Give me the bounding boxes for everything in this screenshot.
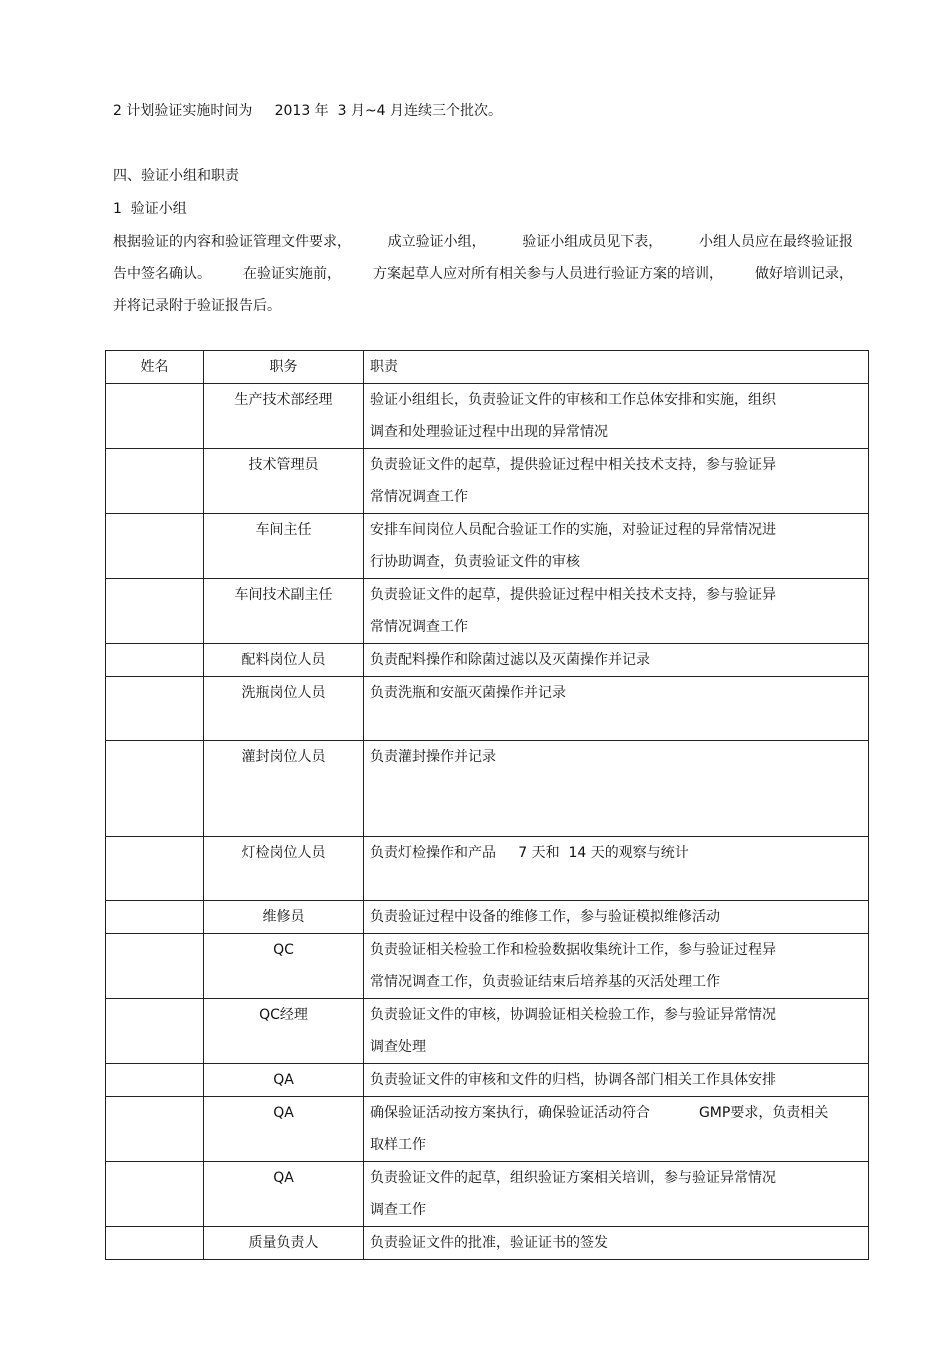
- cell-duty: [364, 934, 869, 999]
- paragraph-segment: 并将记录附于验证报告后。: [113, 298, 281, 314]
- subsection-heading: 1 验证小组: [113, 201, 187, 217]
- paragraph-segment: 成立验证小组，: [387, 234, 486, 250]
- cell-duty-text: 负责验证文件的审核，协调验证相关检验工作，参与验证异常情况 调查处理: [370, 1007, 776, 1055]
- cell-position: QC经理: [204, 999, 364, 1064]
- cell-duty-text: 负责配料操作和除菌过滤以及灭菌操作并记录: [370, 652, 650, 668]
- table-row: [106, 901, 869, 934]
- cell-duty-text: 负责洗瓶和安瓿灭菌操作并记录: [370, 685, 566, 701]
- cell-name: [106, 1162, 204, 1227]
- cell-duty-text: 负责灯检操作和产品 7 天和 14 天的观察与统计: [370, 845, 689, 861]
- cell-name: [106, 644, 204, 677]
- cell-position: QA: [204, 1097, 364, 1162]
- table-row: [106, 1064, 869, 1097]
- cell-name: [106, 384, 204, 449]
- paragraph-line: [113, 264, 853, 296]
- cell-position: QC: [204, 934, 364, 999]
- cell-name: [106, 677, 204, 741]
- paragraph-segment: 验证小组成员见下表，: [522, 234, 663, 250]
- cell-duty: [364, 449, 869, 514]
- header-position: 职务: [204, 351, 364, 384]
- cell-duty-text: 负责验证相关检验工作和检验数据收集统计工作，参与验证过程异 常情况调查工作，负责验证结束后培养基的灭活处理工作: [370, 942, 776, 990]
- cell-name: [106, 514, 204, 579]
- table-row: [106, 514, 869, 579]
- cell-duty-text: 负责验证文件的起草，提供验证过程中相关技术支持，参与验证异 常情况调查工作: [370, 457, 776, 505]
- cell-duty-text: 负责验证过程中设备的维修工作，参与验证模拟维修活动: [370, 909, 720, 925]
- table-row: [106, 677, 869, 741]
- cell-name: [106, 579, 204, 644]
- cell-duty: [364, 514, 869, 579]
- table-row: [106, 1227, 869, 1260]
- paragraph-segment: 方案起草人应对所有相关参与人员进行验证方案的培训，: [373, 266, 723, 282]
- cell-duty-text: 负责灌封操作并记录: [370, 749, 496, 765]
- cell-duty-text: 确保验证活动按方案执行，确保验证活动符合 GMP要求，负责相关 取样工作: [370, 1105, 829, 1153]
- cell-duty-text: 负责验证文件的审核和文件的归档，协调各部门相关工作具体安排: [370, 1072, 776, 1088]
- cell-name: [106, 837, 204, 901]
- cell-duty: [364, 1097, 869, 1162]
- cell-name: [106, 741, 204, 837]
- section-heading: 四、验证小组和职责: [113, 168, 239, 184]
- cell-duty-text: 安排车间岗位人员配合验证工作的实施，对验证过程的异常情况进 行协助调查，负责验证文件的审核: [370, 522, 776, 570]
- cell-duty-text: 负责验证文件的起草，提供验证过程中相关技术支持，参与验证异 常情况调查工作: [370, 587, 776, 635]
- cell-name: [106, 934, 204, 999]
- cell-duty: [364, 741, 869, 837]
- cell-name: [106, 1227, 204, 1260]
- team-duties-table: [105, 350, 869, 1260]
- table-row: [106, 449, 869, 514]
- table-row: [106, 579, 869, 644]
- cell-position: 配料岗位人员: [204, 644, 364, 677]
- cell-duty: [364, 1064, 869, 1097]
- table-row: [106, 999, 869, 1064]
- table-row: [106, 644, 869, 677]
- paragraph-segment: 在验证实施前，: [243, 266, 341, 282]
- paragraph-segment: 做好培训记录，: [755, 266, 853, 282]
- cell-position: 车间主任: [204, 514, 364, 579]
- cell-position: 技术管理员: [204, 449, 364, 514]
- cell-name: [106, 999, 204, 1064]
- cell-position: 生产技术部经理: [204, 384, 364, 449]
- cell-position: 质量负责人: [204, 1227, 364, 1260]
- cell-duty: [364, 644, 869, 677]
- cell-position: 灯检岗位人员: [204, 837, 364, 901]
- table-row: [106, 384, 869, 449]
- cell-name: [106, 901, 204, 934]
- cell-duty: [364, 579, 869, 644]
- cell-duty: [364, 901, 869, 934]
- cell-position: 车间技术副主任: [204, 579, 364, 644]
- cell-position: QA: [204, 1064, 364, 1097]
- paragraph-line: [113, 232, 853, 264]
- header-duty: 职责: [364, 351, 869, 384]
- cell-duty: [364, 1162, 869, 1227]
- cell-name: [106, 449, 204, 514]
- table-row: [106, 837, 869, 901]
- cell-duty-text: 验证小组组长，负责验证文件的审核和工作总体安排和实施，组织 调查和处理验证过程中出现的异常情况: [370, 392, 776, 440]
- cell-position: 洗瓶岗位人员: [204, 677, 364, 741]
- intro-line: 2 计划验证实施时间为 2013 年 3 月~4 月连续三个批次。: [113, 103, 503, 119]
- table-row: [106, 934, 869, 999]
- intro-paragraph: [113, 232, 853, 328]
- cell-duty-text: 负责验证文件的批准，验证证书的签发: [370, 1235, 608, 1251]
- table-header-row: [106, 351, 869, 384]
- cell-duty: [364, 384, 869, 449]
- cell-duty: [364, 677, 869, 741]
- paragraph-segment: 小组人员应在最终验证报: [698, 234, 853, 250]
- paragraph-segment: 告中签名确认。: [113, 266, 211, 282]
- cell-name: [106, 1097, 204, 1162]
- cell-duty: [364, 1227, 869, 1260]
- table-row: [106, 1162, 869, 1227]
- cell-position: QA: [204, 1162, 364, 1227]
- table-row: [106, 741, 869, 837]
- header-name: 姓名: [106, 351, 204, 384]
- paragraph-line: [113, 296, 853, 328]
- cell-duty-text: 负责验证文件的起草，组织验证方案相关培训，参与验证异常情况 调查工作: [370, 1170, 776, 1218]
- table-row: [106, 1097, 869, 1162]
- cell-name: [106, 1064, 204, 1097]
- paragraph-segment: 根据验证的内容和验证管理文件要求，: [113, 234, 351, 250]
- cell-position: 灌封岗位人员: [204, 741, 364, 837]
- cell-position: 维修员: [204, 901, 364, 934]
- cell-duty: [364, 837, 869, 901]
- cell-duty: [364, 999, 869, 1064]
